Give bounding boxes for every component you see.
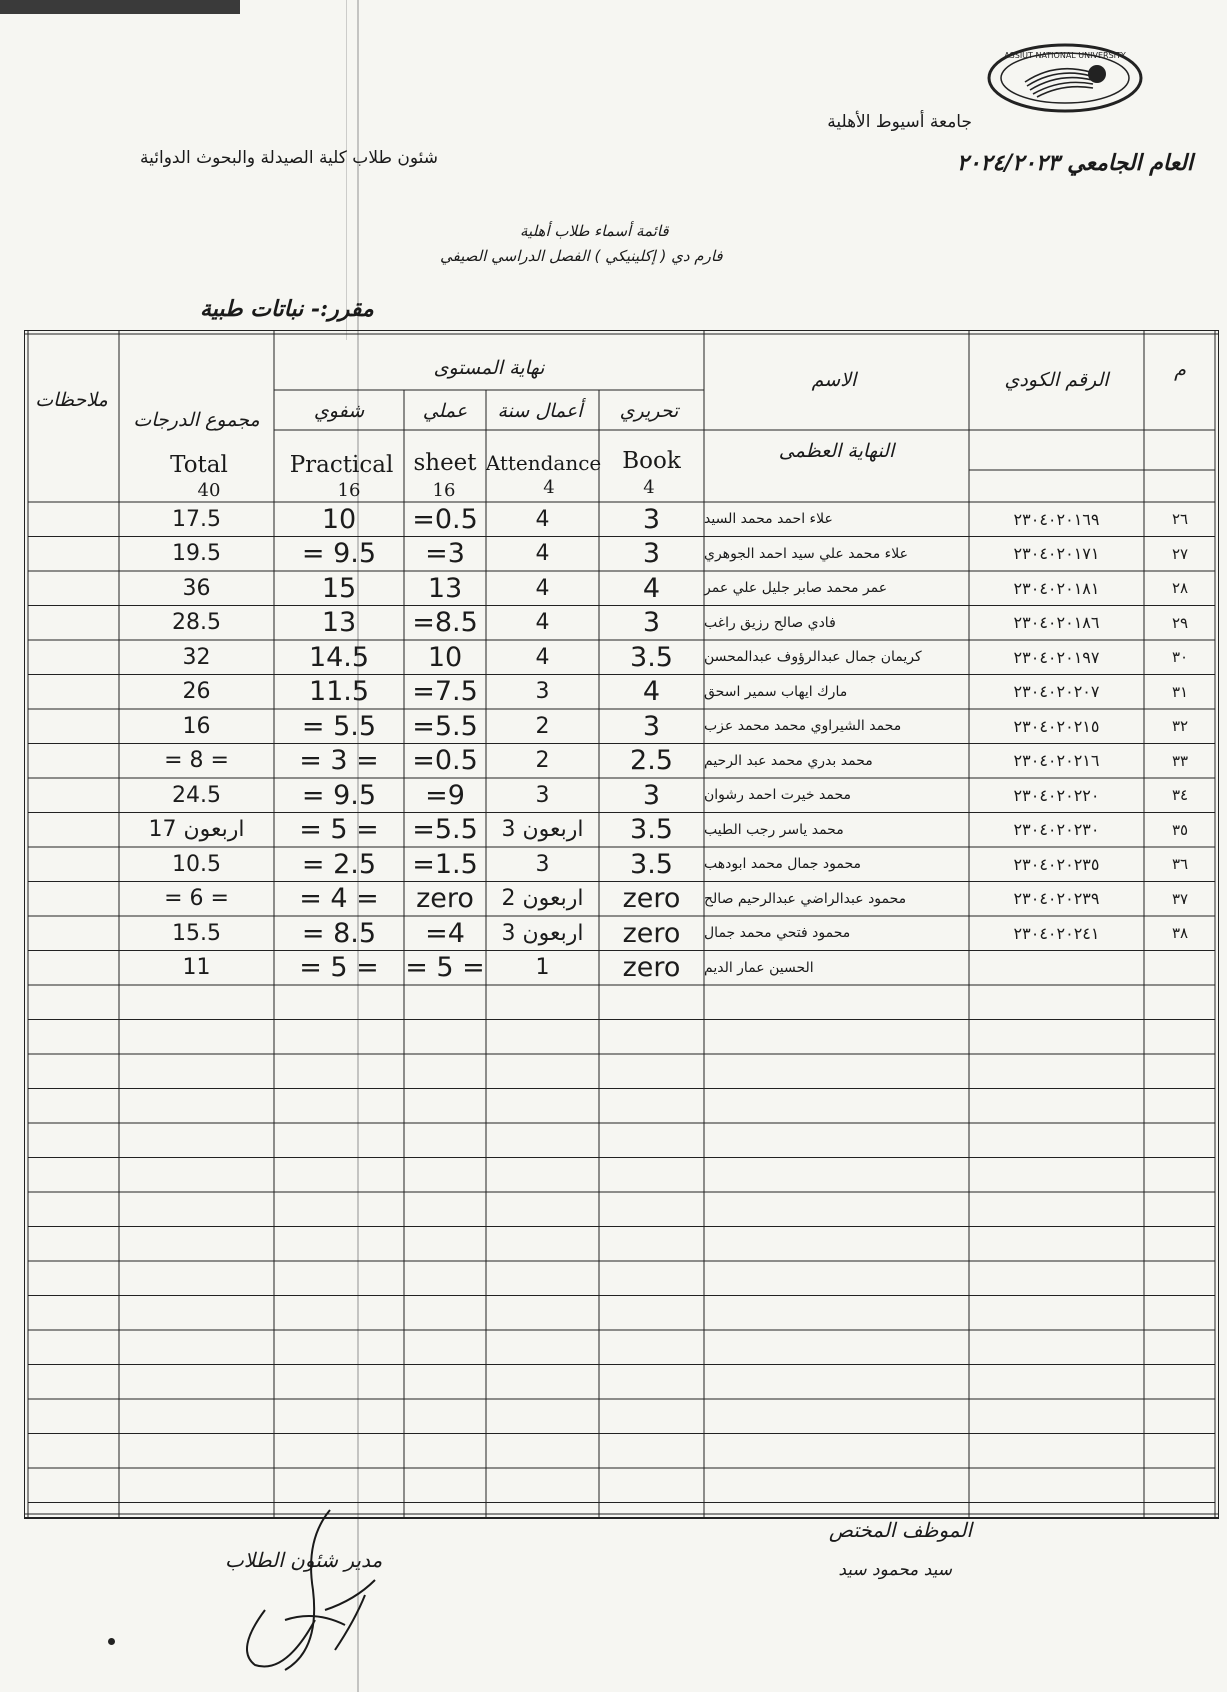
cell-serial: ٣١ (1171, 682, 1189, 701)
cell-oral: 14.5 (308, 641, 370, 673)
cell-total: 10.5 (172, 851, 221, 877)
cell-serial: ٣٥ (1171, 820, 1189, 839)
cell-name: علاء احمد محمد السيد (704, 511, 833, 528)
cell-code: ٢٣٠٤٠٢٠١٧١ (1013, 544, 1100, 564)
cell-written: 2.5 (630, 745, 673, 777)
cell-practical: =1.5 (412, 848, 478, 880)
header-notes: ملاحظات (35, 389, 108, 411)
academic-year: العام الجامعي ٢٠٢٤/٢٠٢٣ (956, 150, 1193, 176)
cell-total: 26 (182, 679, 211, 705)
cell-code: ٢٣٠٤٠٢٠٢٢٠ (1013, 785, 1100, 805)
cell-practical: 13 (427, 572, 463, 604)
cell-written: 4 (642, 676, 661, 708)
cell-serial: ٣٦ (1171, 855, 1189, 874)
cell-total: = 8 = (164, 748, 229, 774)
cell-oral: = 8.5 (301, 917, 377, 949)
cell-practical: =3 (425, 538, 465, 570)
cell-code: ٢٣٠٤٠٢٠١٨١ (1013, 578, 1100, 598)
cell-practical: = 5 = (405, 952, 485, 984)
hw-header-practical: sheet (413, 450, 477, 476)
cell-practical: =0.5 (412, 745, 478, 777)
cell-code: ٢٣٠٤٠٢٠٢٤١ (1013, 923, 1100, 943)
university-name: جامعة أسيوط الأهلية (827, 112, 972, 132)
cell-code: ٢٣٠٤٠٢٠١٩٧ (1013, 647, 1100, 667)
cell-oral: = 4 = (299, 883, 379, 915)
hw-header-written: Book (622, 448, 681, 474)
cell-practical: =5.5 (412, 814, 478, 846)
max-practical: 16 (432, 479, 456, 501)
cell-written: zero (622, 917, 681, 949)
manager-title: مدير شئون الطلاب (225, 1548, 383, 1572)
cell-year-work: 2 اربعون (501, 886, 584, 912)
cell-name: الحسين عمار الديم (704, 959, 814, 976)
cell-written: 3 (642, 607, 661, 639)
university-logo (985, 42, 1145, 114)
list-title: قائمة أسماء طلاب أهلية (520, 222, 669, 240)
header-practical: عملي (422, 400, 468, 422)
header-oral: شفوي (313, 400, 365, 422)
cell-code: ٢٣٠٤٠٢٠٢٣٩ (1013, 889, 1100, 909)
cell-serial (1144, 951, 1216, 986)
cell-total: 24.5 (172, 782, 221, 808)
cell-year-work: 4 (535, 506, 550, 532)
employee-name: سيد محمود سيد (838, 1560, 952, 1580)
employee-title: الموظف المختص (828, 1518, 972, 1542)
cell-code: ٢٣٠٤٠٢٠٢١٦ (1013, 751, 1100, 771)
cell-serial: ٢٦ (1171, 510, 1189, 529)
cell-oral: 11.5 (308, 676, 370, 708)
cell-name: محمود عبدالراضي عبدالرحيم صالح (704, 890, 907, 907)
cell-name: عمر محمد صابر جليل علي عمر (704, 580, 888, 597)
cell-total: 16 (182, 713, 211, 739)
cell-code: ٢٣٠٤٠٢٠٢٣٥ (1013, 854, 1100, 874)
cell-oral: = 5 = (299, 814, 379, 846)
hw-header-oral: Practical (289, 452, 394, 478)
cell-name: فادي صالح رزيق راغب (704, 614, 836, 631)
course-title: مقرر:- نباتات طبية (200, 296, 374, 322)
header-level-end: نهاية المستوى (433, 356, 545, 379)
cell-total: 32 (182, 644, 211, 670)
cell-code: ٢٣٠٤٠٢٠١٦٩ (1013, 509, 1100, 529)
cell-year-work: 3 (535, 679, 550, 705)
cell-total: 15.5 (172, 920, 221, 946)
cell-total: 17 اربعون (148, 817, 245, 843)
cell-oral: = 5 = (299, 952, 379, 984)
header-serial: م (1174, 359, 1186, 381)
cell-total: 11 (182, 955, 211, 981)
hw-header-total: Total (170, 452, 228, 478)
cell-total: 19.5 (172, 541, 221, 567)
cell-code (969, 951, 1144, 986)
cell-year-work: 1 (535, 955, 550, 981)
cell-year-work: 4 (535, 541, 550, 567)
cell-name: علاء محمد علي سيد احمد الجوهري (704, 545, 908, 562)
cell-written: 3 (642, 503, 661, 535)
cell-name: محمد الشيراوي محمد محمد عزب (704, 718, 902, 735)
cell-oral: 15 (321, 572, 357, 604)
cell-serial: ٣٢ (1171, 717, 1189, 736)
header-written: تحريري (619, 400, 679, 422)
cell-name: مارك ايهاب سمير اسحق (704, 683, 848, 700)
hw-header-year-work: Attendance (485, 451, 602, 475)
cell-total: 17.5 (172, 506, 221, 532)
cell-oral: = 5.5 (301, 710, 377, 742)
cell-written: 3 (642, 710, 661, 742)
max-marks-label: النهاية العظمى (778, 440, 895, 462)
cell-year-work: 3 اربعون (501, 920, 584, 946)
cell-name: محمود فتحي محمد جمال (704, 925, 851, 942)
cell-written: 3.5 (630, 848, 673, 880)
cell-year-work: 4 (535, 575, 550, 601)
cell-practical: =4 (425, 917, 465, 949)
cell-practical: zero (416, 883, 474, 915)
cell-written: zero (622, 883, 681, 915)
program-title: فارم دي ( إكلينيكي ) الفصل الدراسي الصيفي (440, 247, 723, 265)
cell-serial: ٣٤ (1171, 786, 1189, 805)
cell-year-work: 4 (535, 610, 550, 636)
cell-name: محمود جمال محمد ابودهب (704, 856, 861, 873)
department-name: شئون طلاب كلية الصيدلة والبحوث الدوائية (140, 148, 439, 168)
cell-name: كريمان جمال عبدالرؤوف عبدالمحسن (704, 649, 922, 666)
cell-written: 3.5 (630, 641, 673, 673)
cell-practical: 10 (427, 641, 463, 673)
cell-serial: ٢٨ (1171, 579, 1189, 598)
header-code: الرقم الكودي (1004, 369, 1109, 391)
cell-serial: ٢٩ (1171, 613, 1189, 632)
cell-code: ٢٣٠٤٠٢٠٢٣٠ (1013, 820, 1100, 840)
cell-year-work: 3 (535, 782, 550, 808)
max-oral: 16 (337, 479, 361, 501)
cell-practical: =8.5 (412, 607, 478, 639)
header-total: مجموع الدرجات (133, 409, 260, 431)
header-name: الاسم (811, 369, 857, 391)
cell-oral: 13 (321, 607, 357, 639)
cell-practical: =7.5 (412, 676, 478, 708)
scan-fold-line-2 (346, 0, 347, 340)
cell-serial: ٣٣ (1171, 751, 1189, 770)
cell-oral: 10 (321, 503, 357, 535)
cell-total: 36 (182, 575, 211, 601)
cell-code: ٢٣٠٤٠٢٠٢٠٧ (1013, 682, 1100, 702)
cell-code: ٢٣٠٤٠٢٠٢١٥ (1013, 716, 1100, 736)
max-year-work: 4 (543, 476, 555, 498)
cell-name: محمد ياسر رجب الطيب (704, 821, 844, 838)
cell-name: محمد بدري محمد عبد الرحيم (704, 752, 873, 769)
max-written: 4 (643, 476, 655, 498)
cell-serial: ٣٧ (1171, 889, 1189, 908)
cell-total: 28.5 (172, 610, 221, 636)
cell-total: = 6 = (164, 886, 229, 912)
cell-practical: =9 (425, 779, 465, 811)
grades-table (24, 330, 1219, 1530)
cell-oral: = 2.5 (301, 848, 377, 880)
cell-oral: = 9.5 (301, 779, 377, 811)
cell-year-work: 2 (535, 713, 550, 739)
cell-written: 3.5 (630, 814, 673, 846)
scan-edge-top (0, 0, 240, 14)
cell-oral: = 3 = (299, 745, 379, 777)
cell-year-work: 2 (535, 748, 550, 774)
cell-year-work: 4 (535, 644, 550, 670)
cell-oral: = 9.5 (301, 538, 377, 570)
cell-code: ٢٣٠٤٠٢٠١٨٦ (1013, 613, 1100, 633)
manager-signature (225, 1500, 425, 1680)
cell-serial: ٣٨ (1171, 924, 1189, 943)
cell-serial: ٣٠ (1171, 648, 1189, 667)
cell-year-work: 3 (535, 851, 550, 877)
cell-year-work: 3 اربعون (501, 817, 584, 843)
cell-practical: =5.5 (412, 710, 478, 742)
cell-written: zero (622, 952, 681, 984)
cell-name: محمد خيرت احمد رشوان (704, 787, 851, 804)
cell-practical: =0.5 (412, 503, 478, 535)
max-total: 40 (197, 479, 221, 501)
ink-dot (108, 1638, 115, 1645)
header-year-work: أعمال سنة (497, 400, 583, 422)
cell-written: 3 (642, 538, 661, 570)
cell-serial: ٢٧ (1171, 544, 1189, 563)
cell-written: 3 (642, 779, 661, 811)
cell-written: 4 (642, 572, 661, 604)
svg-text:ASSIUT NATIONAL UNIVERSITY: ASSIUT NATIONAL UNIVERSITY (1004, 51, 1126, 60)
